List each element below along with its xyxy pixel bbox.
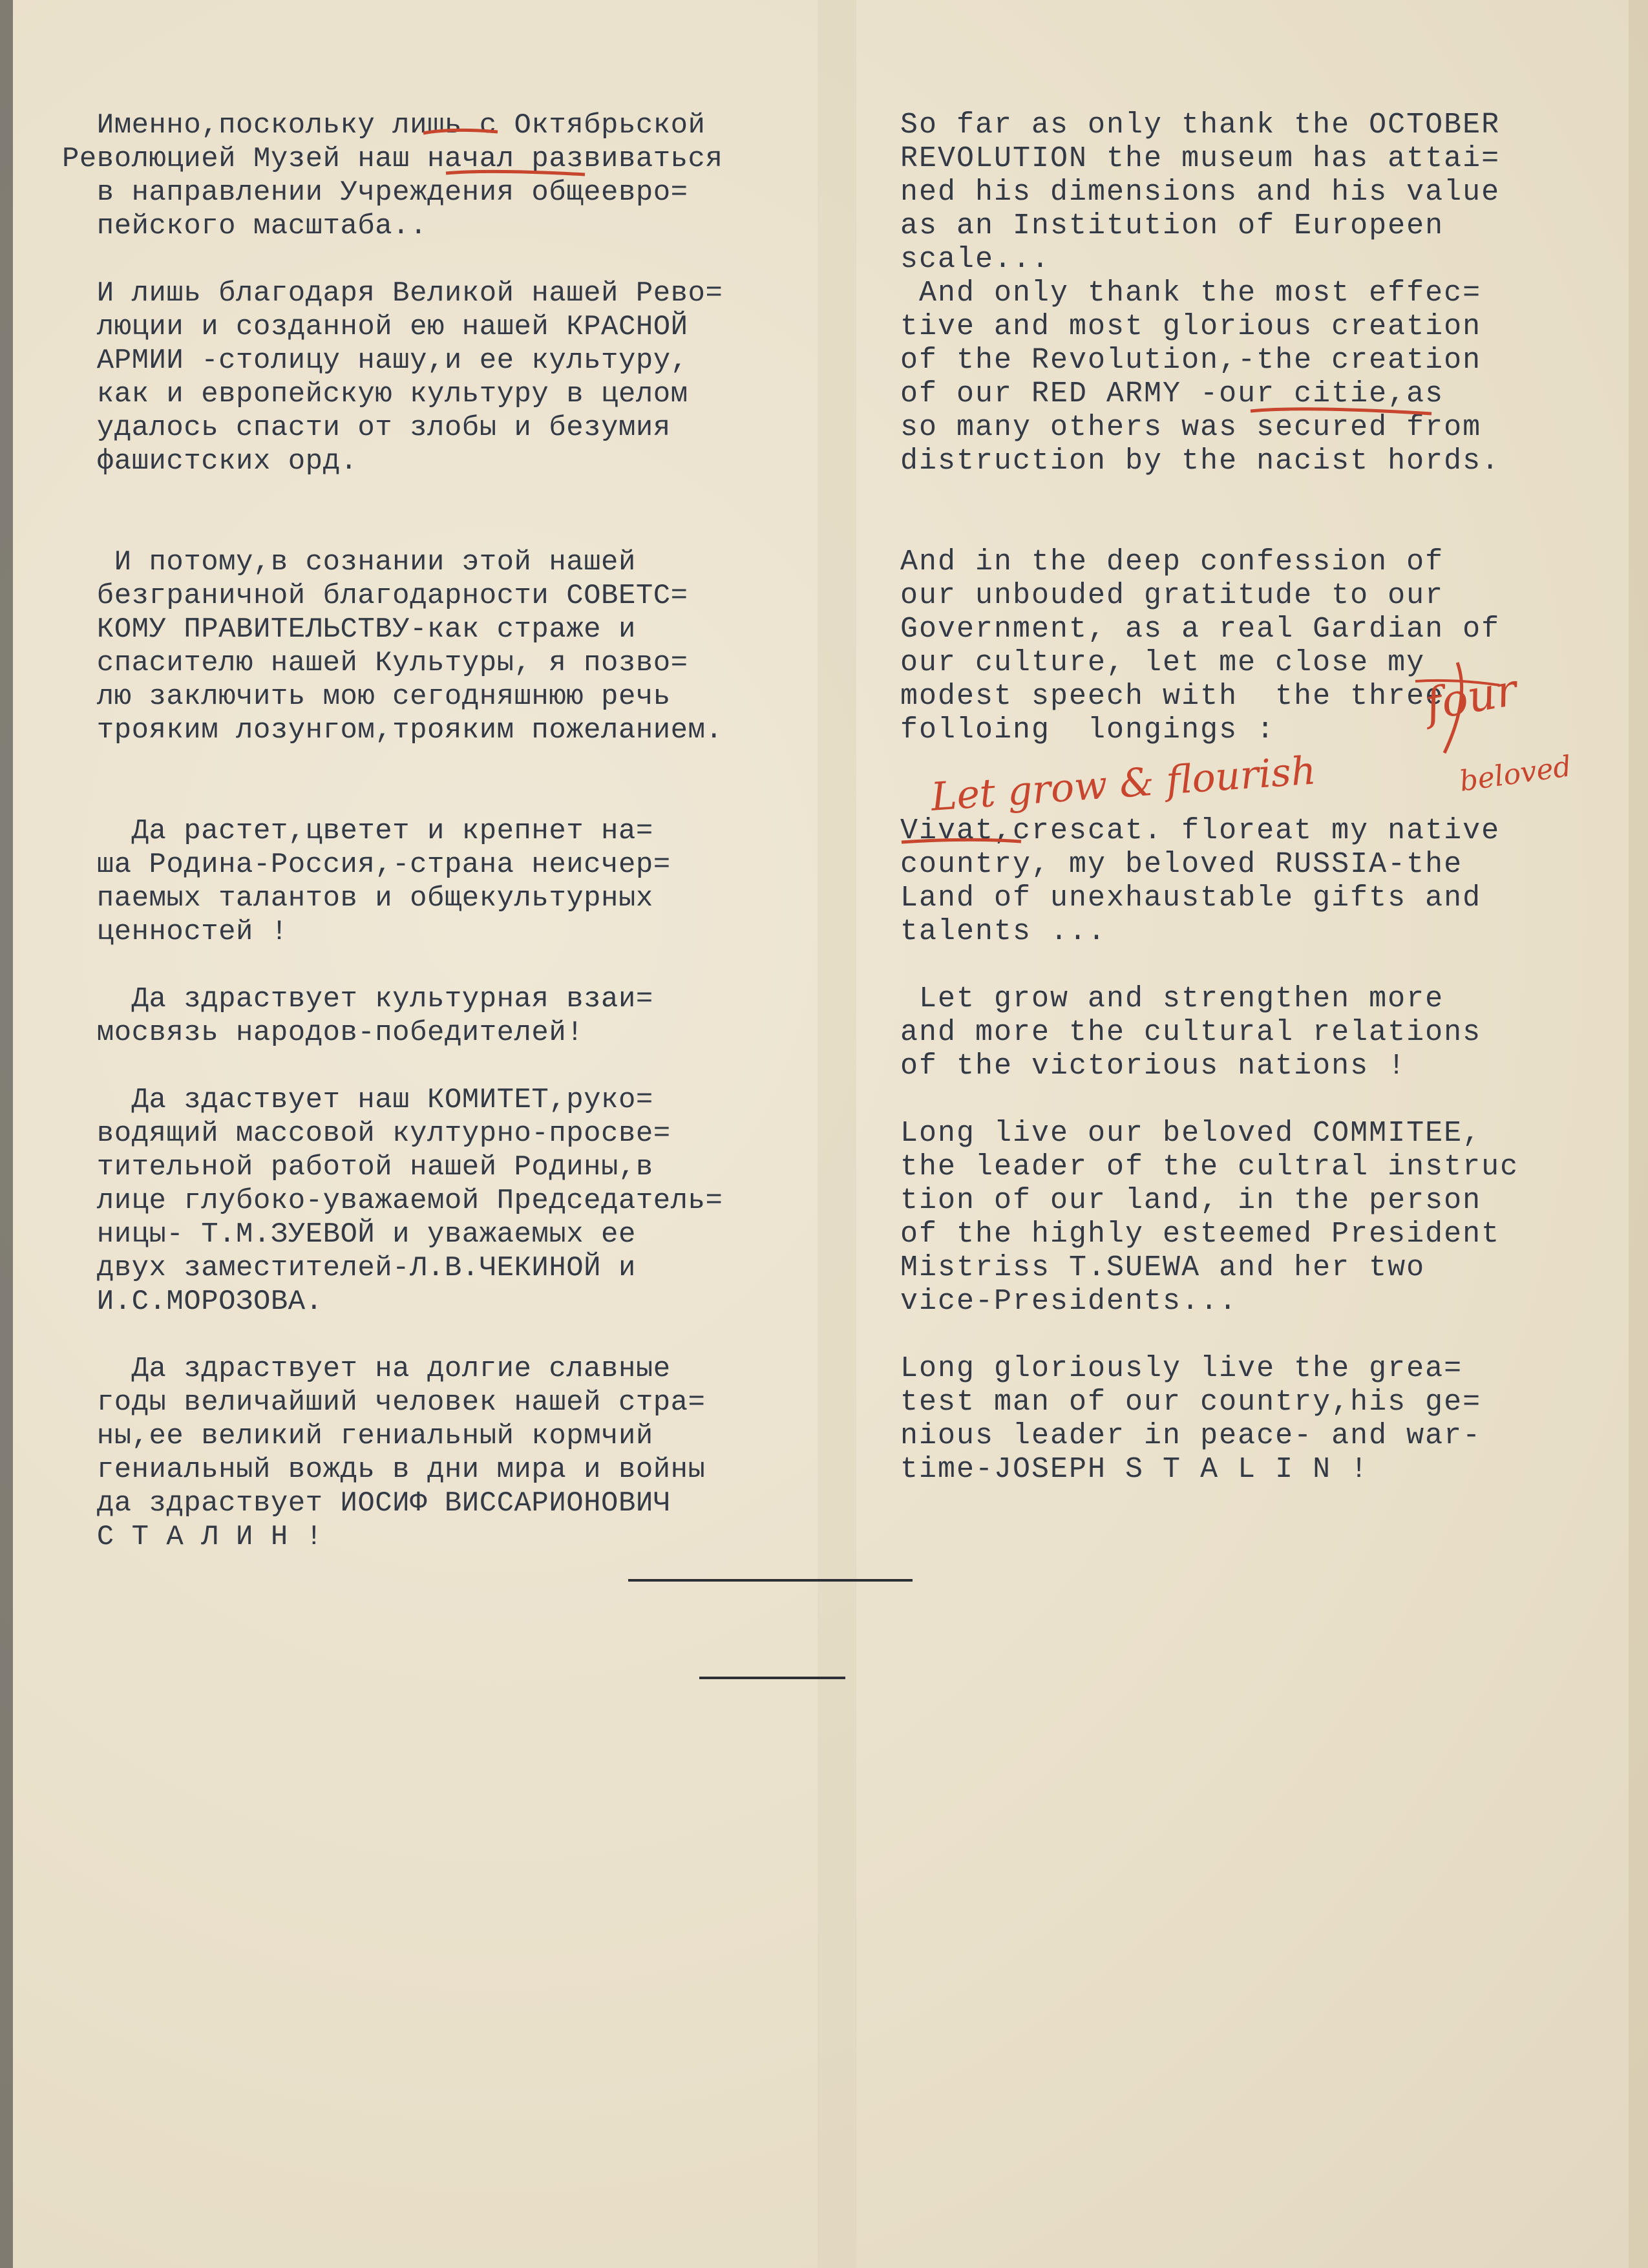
text-line: tive and most glorious creation: [900, 310, 1482, 343]
text-line: Land of unexhaustable gifts and: [900, 882, 1482, 915]
text-line: гениальный вождь в дни мира и войны: [62, 1454, 706, 1486]
annotation-four: four: [1421, 664, 1521, 731]
text-line: Да растет,цветет и крепнет на=: [62, 815, 653, 847]
text-line: so many others was secured from: [900, 411, 1482, 444]
text-line: Vivat,crescat. floreat my native: [900, 814, 1501, 847]
text-line: лице глубоко-уважаемой Председатель=: [62, 1185, 723, 1217]
text-line: тительной работой нашей Родины,в: [62, 1151, 653, 1183]
text-line: Да здраствует культурная взаи=: [62, 983, 653, 1015]
text-line: водящий массовой културно-просве=: [62, 1118, 671, 1150]
text-line: И потому,в сознании этой нашей: [62, 546, 636, 578]
text-line: of our RED ARMY -our citie,as: [900, 377, 1444, 410]
text-line: and more the cultural relations: [900, 1016, 1482, 1049]
text-line: as an Institution of Europeen: [900, 209, 1444, 242]
text-line: ned his dimensions and his value: [900, 176, 1501, 209]
text-line: безграничной благодарности СОВЕТС=: [62, 580, 688, 612]
text-line: удалось спасти от злобы и безумия: [62, 412, 671, 444]
text-line: ницы- Т.М.ЗУЕВОЙ и уважаемых ее: [62, 1218, 636, 1251]
text-line: да здраствует ИОСИФ ВИССАРИОНОВИЧ: [62, 1487, 671, 1520]
text-line: Революцией Музей наш начал развиваться: [62, 143, 723, 175]
text-line: time-JOSEPH S T A L I N !: [900, 1453, 1369, 1486]
text-line: country, my beloved RUSSIA-the: [900, 848, 1463, 881]
text-line: С Т А Л И Н !: [62, 1521, 323, 1553]
text-line: ны,ее великий гениальный кормчий: [62, 1420, 653, 1452]
text-line: паемых талантов и общекультурных: [62, 882, 653, 915]
text-line: our unbouded gratitude to our: [900, 579, 1444, 612]
divider-rule-1: [628, 1579, 913, 1582]
text-line: двух заместителей-Л.В.ЧЕКИНОЙ и: [62, 1252, 636, 1284]
text-line: люции и созданной ею нашей КРАСНОЙ: [62, 311, 688, 343]
divider-rule-2: [699, 1677, 845, 1679]
text-line: Да здаствует наш КОМИТЕТ,руко=: [62, 1084, 653, 1116]
text-line: Long live our beloved COMMITEE,: [900, 1117, 1482, 1150]
text-line: the leader of the cultral instruc: [900, 1150, 1519, 1183]
text-line: АРМИИ -столицу нашу,и ее культуру,: [62, 344, 688, 377]
text-line: в направлении Учреждения общеевро=: [62, 176, 688, 209]
text-line: КОМУ ПРАВИТЕЛЬСТВУ-как страже и: [62, 613, 636, 646]
annotation-beloved: beloved: [1457, 750, 1574, 798]
text-line: И.С.МОРОЗОВА.: [62, 1286, 323, 1318]
text-line: Long gloriously live the grea=: [900, 1352, 1463, 1385]
text-line: test man of our country,his ge=: [900, 1386, 1482, 1419]
text-line: ценностей !: [62, 916, 288, 948]
text-line: So far as only thank the OCTOBER: [900, 109, 1501, 142]
text-line: And only thank the most effec=: [900, 277, 1482, 310]
text-line: трояким лозунгом,трояким пожеланием.: [62, 714, 723, 747]
text-line: мосвязь народов-победителей!: [62, 1017, 584, 1049]
text-line: our culture, let me close my: [900, 646, 1426, 679]
text-line: vice-Presidents...: [900, 1285, 1238, 1318]
text-line: фашистских орд.: [62, 445, 358, 478]
text-line: Именно,поскольку лишь с Октябрьской: [62, 109, 706, 142]
text-line: of the victorious nations !: [900, 1050, 1407, 1083]
annotation-let-grow: Let grow & flourish: [929, 748, 1318, 820]
text-line: of the highly esteemed President: [900, 1218, 1501, 1251]
text-line: годы величайший человек нашей стра=: [62, 1386, 706, 1419]
text-line: ша Родина-Россия,-страна неисчер=: [62, 849, 671, 881]
text-line: distruction by the nacist hords.: [900, 445, 1501, 478]
text-line: of the Revolution,-the creation: [900, 344, 1482, 377]
text-line: scale...: [900, 243, 1051, 276]
text-line: And in the deep confession of: [900, 546, 1444, 578]
text-line: Да здраствует на долгие славные: [62, 1353, 671, 1385]
text-line: лю заключить мою сегодняшнюю речь: [62, 681, 671, 713]
text-line: folloing longings :: [900, 714, 1276, 747]
text-line: Mistriss T.SUEWA and her two: [900, 1251, 1426, 1284]
text-line: Government, as a real Gardian of: [900, 613, 1501, 646]
text-line: tion of our land, in the person: [900, 1184, 1482, 1217]
text-line: modest speech with the three: [900, 680, 1444, 713]
text-line: REVOLUTION the museum has attai=: [900, 142, 1501, 175]
text-line: спасителю нашей Культуры, я позво=: [62, 647, 688, 679]
text-line: Let grow and strengthen more: [900, 982, 1444, 1015]
text-line: как и европейскую культуру в целом: [62, 378, 688, 410]
text-line: nious leader in peace- and war-: [900, 1419, 1482, 1452]
text-line: talents ...: [900, 915, 1107, 948]
text-line: пейского масштаба..: [62, 210, 427, 242]
text-line: И лишь благодаря Великой нашей Рево=: [62, 277, 723, 310]
